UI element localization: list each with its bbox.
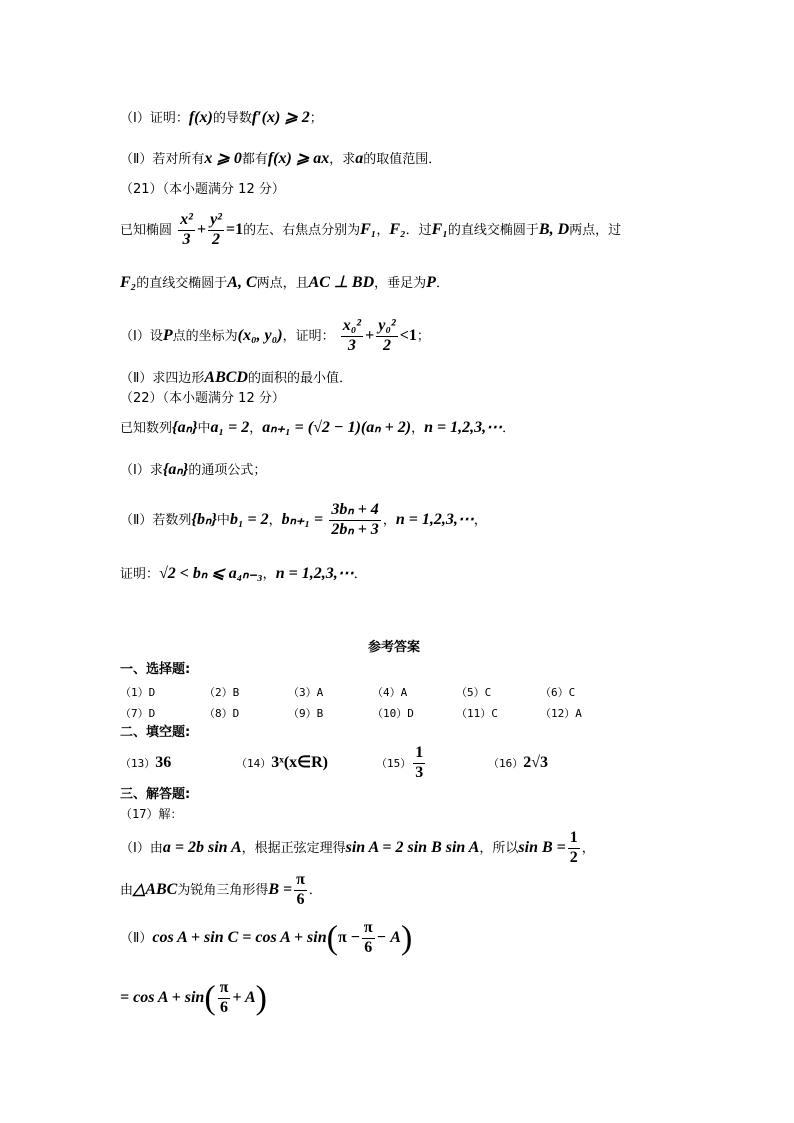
q21-stem-line2 [120, 275, 449, 291]
q21-part1 [120, 318, 430, 355]
math-expression: {bₙ} [191, 510, 217, 528]
math-expression: π − [337, 928, 360, 946]
mc-answer: （11）C [456, 707, 498, 720]
text: 中 [216, 512, 230, 528]
fraction: $\frac{\pi}{6}$ [219, 979, 229, 1016]
part-label: （Ⅱ）求四边形 [120, 371, 205, 386]
operator: + [196, 220, 207, 238]
math-symbol: P [162, 326, 173, 344]
numerator: x² [178, 212, 195, 231]
math-expression: △ABC [133, 880, 178, 898]
mc-answer: （5）C [456, 686, 492, 699]
math-expression: n = 1,2,3,⋯ [275, 565, 354, 582]
math-expression: =1 [225, 220, 244, 238]
q22-part2 [120, 502, 487, 539]
answers-title: 参考答案 [368, 640, 421, 655]
math-expression: = cos A + sin [120, 988, 205, 1006]
math-expression: f′(x) ⩾ 2 [251, 109, 310, 126]
q17-step4 [120, 980, 267, 1017]
math-expression: {aₙ} [172, 419, 198, 436]
math-symbol: F₂ [389, 220, 406, 238]
math-expression: f(x) [188, 109, 213, 126]
left-paren: ( [326, 919, 338, 957]
q21-stem-line1: 已知椭圆 $\frac{\text{x²}}{3}$ + $\frac{\text{y²}}{2}$ =1的左、右焦点分别为F₁，F₂．过F₁的直线交椭圆于B, D两点，过 [120, 211, 622, 248]
right-paren: ) [255, 979, 267, 1017]
q17-header: （17）解： [120, 807, 183, 821]
text: 两点，过 [569, 222, 622, 238]
text: ． [353, 567, 367, 582]
math-expression: x ⩾ 0 [204, 150, 242, 167]
fraction: $\frac{1}{3}$ [415, 744, 424, 781]
q17-step2 [120, 872, 322, 909]
mc-answer: （9）B [288, 707, 324, 720]
numerator: y₀² [376, 318, 397, 337]
text: 的导数 [212, 111, 252, 126]
section-solutions: 三、解答题: [120, 787, 191, 802]
q22-part1 [120, 462, 266, 478]
text: ， [382, 512, 396, 528]
math-expression: a [355, 150, 364, 167]
math-expression: − A [376, 928, 401, 946]
math-symbol: F₂ [120, 274, 137, 291]
part-label: （Ⅰ）求 [120, 463, 163, 478]
mc-answer: （3）A [288, 686, 324, 699]
math-expression: sin B = [518, 838, 566, 856]
q20-part2 [120, 151, 441, 167]
part-label: （Ⅱ）若对所有 [120, 152, 205, 167]
text: 中 [197, 421, 211, 436]
math-expression: + A [232, 988, 256, 1006]
right-paren: ) [400, 919, 413, 957]
q21-part2 [120, 370, 352, 386]
text: 的直线交椭圆于 [447, 222, 539, 238]
math-expression: AC ⊥ BD [308, 274, 375, 291]
left-paren: ( [204, 979, 216, 1017]
math-symbol: P [426, 274, 436, 291]
text: ， [581, 840, 595, 856]
numerator: y² [208, 212, 224, 231]
fraction: $\frac{\pi}{6}$ [296, 871, 305, 908]
fraction: $\frac{1}{2}$ [569, 829, 578, 866]
text: 为锐角三角形得 [177, 882, 269, 898]
text: 的直线交椭圆于 [136, 276, 228, 291]
math-expression: cos A + sin C = cos A + sin [152, 928, 327, 946]
section-fill-in: 二、填空题: [120, 725, 191, 740]
math-expression: <1 [399, 326, 417, 344]
q17-step3 [120, 920, 412, 957]
text: ． [435, 276, 449, 291]
text: ， [473, 512, 487, 528]
text: 证明： [120, 567, 160, 582]
math-symbol: B, D [538, 220, 570, 238]
math-expression: a = 2b sin A [162, 838, 242, 856]
math-expression: n = 1,2,3,⋯ [395, 510, 474, 528]
text: 由 [120, 882, 134, 898]
math-symbol: A, C [227, 274, 257, 291]
math-expression: b₁ = 2 [229, 510, 269, 528]
denominator: 2 [212, 230, 221, 248]
text: 的左、右焦点分别为 [243, 222, 361, 238]
text: 已知数列 [120, 421, 173, 436]
text: ； [309, 111, 323, 126]
text: ． [502, 421, 516, 436]
text: ，根据正弦定理得 [241, 840, 346, 856]
denominator: 3 [182, 230, 191, 248]
q21-header: （21）（本小题满分 12 分） [120, 182, 285, 197]
math-expression: a₁ = 2 [210, 419, 250, 436]
q22-header: （22）（本小题满分 12 分） [120, 391, 285, 406]
mc-answer: （6）C [540, 686, 576, 699]
text: ； [416, 328, 430, 344]
fill-answer-13: （13）36 [120, 754, 172, 771]
text: ， [249, 421, 263, 436]
text: ， [262, 567, 276, 582]
text: ， [268, 512, 282, 528]
mc-answer: （8）D [204, 707, 240, 720]
math-expression: sin A = 2 sin B sin A [345, 838, 480, 856]
section-multiple-choice: 一、选择题: [120, 662, 191, 677]
text: 点的坐标为 [172, 328, 238, 344]
text: ．过 [405, 222, 432, 238]
q22-prove [120, 566, 367, 582]
text: ，证明： [282, 328, 335, 344]
text: ，所以 [479, 840, 519, 856]
denominator: 2bₙ + 3 [331, 520, 379, 538]
part-label: （Ⅰ）设 [120, 328, 163, 344]
fraction [178, 212, 195, 249]
math-expression: bₙ₊₁ = [281, 510, 324, 528]
mc-answer: （7）D [120, 707, 156, 720]
mc-answer: （1）D [120, 686, 156, 699]
mc-answer: （4）A [372, 686, 408, 699]
text: ，垂足为 [374, 276, 427, 291]
q17-step1 [120, 830, 595, 867]
numerator: x₀² [341, 318, 363, 337]
part-label: （Ⅱ） [120, 930, 153, 946]
fraction [376, 318, 397, 355]
text: 已知椭圆 [120, 222, 173, 238]
math-expression: f(x) ⩾ ax [267, 150, 330, 167]
text: ， [411, 421, 425, 436]
fraction [208, 212, 224, 249]
operator: + [365, 326, 375, 344]
fill-answer-15: （15） $\frac{1}{3}$ [376, 744, 424, 781]
mc-answer: （10）D [372, 707, 414, 720]
denominator: 3 [347, 336, 356, 354]
math-expression: √2 < bₙ ⩽ a₄ₙ₋₃ [159, 565, 263, 582]
fill-answer-16: （16）2√3 [488, 754, 549, 771]
math-expression: {aₙ} [162, 461, 189, 478]
text: 的面积的最小值． [247, 371, 352, 386]
part-label: （Ⅱ）若数列 [120, 512, 192, 528]
text: 两点，且 [256, 276, 309, 291]
text: 的通项公式； [188, 463, 267, 478]
math-expression: (x₀, y₀) [237, 326, 283, 344]
q20-part1 [120, 110, 323, 126]
part-label: （Ⅰ）证明： [120, 111, 189, 126]
math-expression: B = [268, 880, 293, 898]
text: 的取值范围． [363, 152, 442, 167]
numerator: 3bₙ + 4 [329, 502, 381, 521]
mc-answer: （2）B [204, 686, 240, 699]
math-symbol: F₁ [360, 220, 377, 238]
math-expression: n = 1,2,3,⋯ [424, 419, 503, 436]
text: ，求 [329, 152, 356, 167]
fraction [329, 502, 381, 539]
fill-answer-14: （14）3ˣ(x∈R) [236, 754, 328, 771]
fraction: $\frac{\pi}{6}$ [363, 919, 373, 956]
denominator: 2 [382, 336, 391, 354]
math-expression: ABCD [204, 369, 248, 386]
mc-answer: （12）A [540, 707, 582, 720]
fraction [341, 318, 363, 355]
q22-stem [120, 420, 515, 436]
text: ． [308, 882, 322, 898]
text: 都有 [241, 152, 268, 167]
part-label: （Ⅰ）由 [120, 840, 163, 856]
math-expression: aₙ₊₁ = (√2 − 1)(aₙ + 2) [262, 419, 412, 436]
math-symbol: F₁ [431, 220, 448, 238]
